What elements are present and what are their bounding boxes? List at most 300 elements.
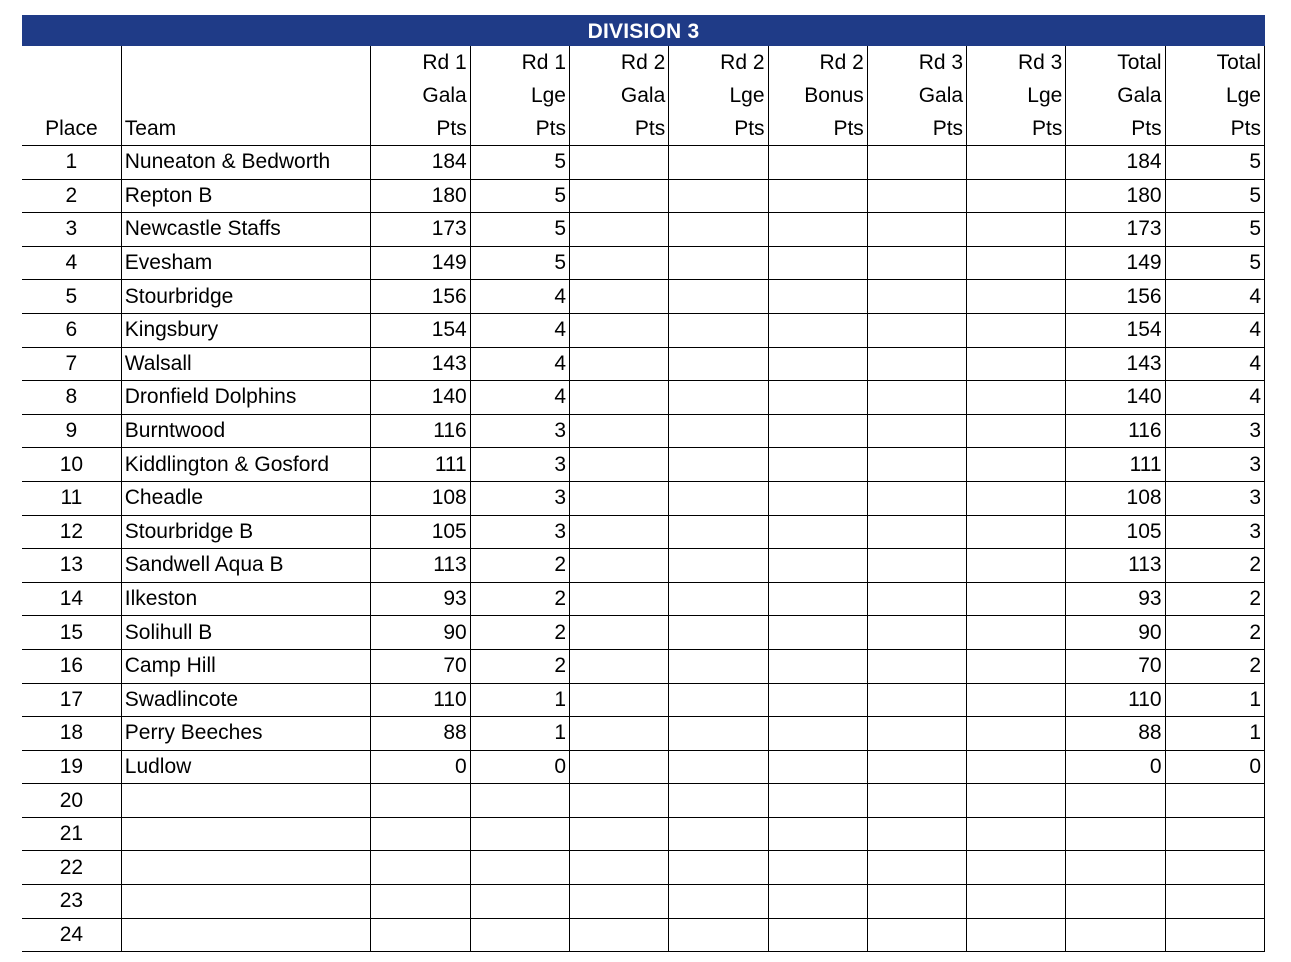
points-cell — [570, 649, 669, 683]
team-cell — [121, 918, 371, 952]
table-row — [22, 481, 1265, 515]
points-cell: 149 — [371, 246, 470, 280]
points-cell: 0 — [470, 750, 569, 784]
points-cell — [967, 750, 1066, 784]
points-cell: 3 — [1165, 481, 1264, 515]
points-cell: 116 — [1066, 414, 1165, 448]
points-cell — [867, 750, 966, 784]
header-place — [22, 79, 121, 112]
points-cell — [570, 179, 669, 213]
team-cell: Dronfield Dolphins — [121, 381, 371, 415]
points-cell — [669, 179, 768, 213]
place-cell: 11 — [22, 481, 121, 515]
points-cell: 70 — [371, 649, 470, 683]
column-header: Pts — [669, 112, 768, 146]
points-cell — [669, 213, 768, 247]
points-cell — [669, 649, 768, 683]
column-header: Rd 1 — [371, 46, 470, 79]
points-cell — [371, 918, 470, 952]
points-cell — [669, 616, 768, 650]
points-cell — [967, 549, 1066, 583]
column-header: Rd 1 — [470, 46, 569, 79]
points-cell — [570, 817, 669, 851]
points-cell: 149 — [1066, 246, 1165, 280]
points-cell — [669, 414, 768, 448]
division-title: DIVISION 3 — [22, 15, 1265, 46]
points-cell — [669, 481, 768, 515]
column-header: Rd 2 — [570, 46, 669, 79]
points-cell — [967, 515, 1066, 549]
points-cell — [1066, 817, 1165, 851]
points-cell — [867, 649, 966, 683]
header-row — [22, 79, 1265, 112]
points-cell: 108 — [371, 481, 470, 515]
place-cell: 16 — [22, 649, 121, 683]
points-cell: 2 — [470, 549, 569, 583]
points-cell: 5 — [1165, 146, 1264, 180]
points-cell — [768, 481, 867, 515]
place-cell: 9 — [22, 414, 121, 448]
points-cell — [570, 885, 669, 919]
table-row — [22, 381, 1265, 415]
team-cell: Stourbridge B — [121, 515, 371, 549]
column-header: Gala — [371, 79, 470, 112]
points-cell — [570, 481, 669, 515]
points-cell — [867, 717, 966, 751]
team-cell: Sandwell Aqua B — [121, 549, 371, 583]
points-cell — [768, 515, 867, 549]
points-cell: 105 — [371, 515, 470, 549]
column-header: Rd 3 — [867, 46, 966, 79]
points-cell — [768, 347, 867, 381]
points-cell — [768, 381, 867, 415]
points-cell: 0 — [371, 750, 470, 784]
points-cell — [669, 549, 768, 583]
points-cell: 5 — [470, 246, 569, 280]
column-header: Rd 2 — [768, 46, 867, 79]
table-row — [22, 179, 1265, 213]
table-row — [22, 683, 1265, 717]
place-cell: 14 — [22, 582, 121, 616]
table-row — [22, 213, 1265, 247]
column-header: Pts — [867, 112, 966, 146]
points-cell — [570, 280, 669, 314]
points-cell — [1066, 918, 1165, 952]
points-cell — [967, 616, 1066, 650]
table-row — [22, 146, 1265, 180]
points-cell — [1165, 784, 1264, 818]
points-cell — [867, 146, 966, 180]
column-header: Gala — [867, 79, 966, 112]
points-cell — [967, 717, 1066, 751]
points-cell: 3 — [470, 515, 569, 549]
points-cell: 5 — [1165, 179, 1264, 213]
points-cell: 90 — [371, 616, 470, 650]
points-cell — [669, 750, 768, 784]
table-row — [22, 750, 1265, 784]
table-row — [22, 582, 1265, 616]
points-cell — [1165, 918, 1264, 952]
standings-sheet — [22, 15, 1265, 952]
points-cell: 2 — [1165, 582, 1264, 616]
points-cell: 140 — [371, 381, 470, 415]
points-cell: 173 — [1066, 213, 1165, 247]
points-cell: 113 — [1066, 549, 1165, 583]
points-cell — [867, 213, 966, 247]
points-cell — [867, 381, 966, 415]
place-cell: 21 — [22, 817, 121, 851]
column-header: Lge — [967, 79, 1066, 112]
team-cell: Ludlow — [121, 750, 371, 784]
team-cell: Newcastle Staffs — [121, 213, 371, 247]
points-cell — [967, 817, 1066, 851]
header-row — [22, 112, 1265, 146]
points-cell — [867, 851, 966, 885]
points-cell: 0 — [1165, 750, 1264, 784]
team-cell — [121, 885, 371, 919]
column-header: Pts — [768, 112, 867, 146]
table-row — [22, 515, 1265, 549]
points-cell — [768, 549, 867, 583]
place-cell: 13 — [22, 549, 121, 583]
points-cell — [1066, 784, 1165, 818]
table-row — [22, 414, 1265, 448]
points-cell — [669, 313, 768, 347]
points-cell: 184 — [1066, 146, 1165, 180]
points-cell — [669, 784, 768, 818]
table-row — [22, 246, 1265, 280]
column-header: Bonus — [768, 79, 867, 112]
table-row — [22, 549, 1265, 583]
points-cell: 110 — [1066, 683, 1165, 717]
points-cell — [570, 146, 669, 180]
points-cell: 2 — [1165, 616, 1264, 650]
table-row — [22, 918, 1265, 952]
points-cell: 5 — [1165, 246, 1264, 280]
team-cell: Solihull B — [121, 616, 371, 650]
place-cell: 10 — [22, 448, 121, 482]
team-cell: Nuneaton & Bedworth — [121, 146, 371, 180]
points-cell — [768, 717, 867, 751]
points-cell — [768, 448, 867, 482]
points-cell: 5 — [470, 146, 569, 180]
header-team: Team — [121, 112, 371, 146]
points-cell: 143 — [1066, 347, 1165, 381]
points-cell: 4 — [1165, 313, 1264, 347]
points-cell — [768, 616, 867, 650]
points-cell — [669, 146, 768, 180]
points-cell — [967, 481, 1066, 515]
points-cell: 156 — [1066, 280, 1165, 314]
points-cell — [669, 885, 768, 919]
points-cell — [867, 481, 966, 515]
points-cell — [371, 851, 470, 885]
points-cell — [867, 414, 966, 448]
header-row — [22, 46, 1265, 79]
points-cell — [371, 784, 470, 818]
table-row — [22, 717, 1265, 751]
points-cell — [867, 515, 966, 549]
place-cell: 5 — [22, 280, 121, 314]
points-cell: 105 — [1066, 515, 1165, 549]
points-cell — [1066, 851, 1165, 885]
points-cell: 2 — [470, 649, 569, 683]
points-cell — [768, 146, 867, 180]
points-cell — [768, 784, 867, 818]
points-cell: 4 — [470, 347, 569, 381]
table-row — [22, 885, 1265, 919]
points-cell — [570, 448, 669, 482]
points-cell: 3 — [470, 414, 569, 448]
place-cell: 8 — [22, 381, 121, 415]
points-cell: 93 — [1066, 582, 1165, 616]
points-cell — [768, 683, 867, 717]
header-team — [121, 46, 371, 79]
points-cell: 0 — [1066, 750, 1165, 784]
points-cell — [669, 280, 768, 314]
points-cell — [669, 851, 768, 885]
team-cell — [121, 784, 371, 818]
team-cell: Cheadle — [121, 481, 371, 515]
points-cell — [570, 515, 669, 549]
points-cell: 4 — [470, 381, 569, 415]
points-cell: 4 — [1165, 280, 1264, 314]
points-cell — [570, 381, 669, 415]
points-cell — [768, 213, 867, 247]
points-cell: 1 — [1165, 717, 1264, 751]
points-cell — [570, 414, 669, 448]
points-cell: 4 — [1165, 381, 1264, 415]
points-cell — [570, 313, 669, 347]
points-cell — [967, 448, 1066, 482]
points-cell — [570, 246, 669, 280]
points-cell — [570, 717, 669, 751]
place-cell: 3 — [22, 213, 121, 247]
points-cell: 88 — [371, 717, 470, 751]
column-header: Gala — [570, 79, 669, 112]
points-cell — [570, 213, 669, 247]
points-cell — [967, 582, 1066, 616]
place-cell: 18 — [22, 717, 121, 751]
points-cell — [1165, 851, 1264, 885]
team-cell: Ilkeston — [121, 582, 371, 616]
points-cell: 154 — [371, 313, 470, 347]
points-cell: 2 — [470, 616, 569, 650]
points-cell: 110 — [371, 683, 470, 717]
points-cell — [967, 179, 1066, 213]
column-header: Total — [1165, 46, 1264, 79]
header-place: Place — [22, 112, 121, 146]
column-header: Pts — [1165, 112, 1264, 146]
column-header: Pts — [470, 112, 569, 146]
column-header: Pts — [570, 112, 669, 146]
points-cell — [570, 616, 669, 650]
table-row — [22, 280, 1265, 314]
points-cell — [967, 918, 1066, 952]
points-cell: 5 — [470, 179, 569, 213]
table-row — [22, 616, 1265, 650]
points-cell: 88 — [1066, 717, 1165, 751]
points-cell — [470, 885, 569, 919]
points-cell: 3 — [1165, 448, 1264, 482]
points-cell — [967, 649, 1066, 683]
points-cell: 3 — [470, 448, 569, 482]
points-cell — [967, 347, 1066, 381]
points-cell — [669, 246, 768, 280]
points-cell — [967, 146, 1066, 180]
column-header: Rd 2 — [669, 46, 768, 79]
table-header — [22, 46, 1265, 146]
points-cell — [768, 817, 867, 851]
team-cell: Burntwood — [121, 414, 371, 448]
points-cell — [669, 918, 768, 952]
points-cell — [768, 750, 867, 784]
points-cell — [768, 313, 867, 347]
team-cell: Kiddlington & Gosford — [121, 448, 371, 482]
points-cell — [768, 851, 867, 885]
points-cell: 4 — [1165, 347, 1264, 381]
table-row — [22, 817, 1265, 851]
place-cell: 17 — [22, 683, 121, 717]
points-cell — [967, 414, 1066, 448]
points-cell — [967, 851, 1066, 885]
points-cell — [867, 918, 966, 952]
place-cell: 1 — [22, 146, 121, 180]
points-cell — [867, 549, 966, 583]
points-cell — [768, 414, 867, 448]
points-cell — [867, 616, 966, 650]
points-cell — [867, 179, 966, 213]
column-header: Gala — [1066, 79, 1165, 112]
points-cell — [570, 549, 669, 583]
points-cell: 111 — [371, 448, 470, 482]
column-header: Lge — [470, 79, 569, 112]
place-cell: 12 — [22, 515, 121, 549]
points-cell — [967, 784, 1066, 818]
points-cell — [669, 717, 768, 751]
points-cell — [470, 784, 569, 818]
points-cell — [570, 784, 669, 818]
points-cell — [669, 515, 768, 549]
points-cell: 1 — [470, 683, 569, 717]
place-cell: 15 — [22, 616, 121, 650]
points-cell — [768, 582, 867, 616]
points-cell — [570, 851, 669, 885]
points-cell — [570, 582, 669, 616]
points-cell — [768, 280, 867, 314]
points-cell — [470, 851, 569, 885]
points-cell — [470, 918, 569, 952]
team-cell: Walsall — [121, 347, 371, 381]
team-cell: Stourbridge — [121, 280, 371, 314]
points-cell: 93 — [371, 582, 470, 616]
points-cell: 90 — [1066, 616, 1165, 650]
points-cell: 1 — [1165, 683, 1264, 717]
place-cell: 20 — [22, 784, 121, 818]
team-cell: Perry Beeches — [121, 717, 371, 751]
points-cell — [371, 817, 470, 851]
points-cell — [867, 448, 966, 482]
column-header: Total — [1066, 46, 1165, 79]
points-cell — [967, 381, 1066, 415]
column-header: Pts — [1066, 112, 1165, 146]
points-cell — [669, 817, 768, 851]
points-cell — [967, 885, 1066, 919]
table-row — [22, 851, 1265, 885]
points-cell — [867, 347, 966, 381]
points-cell — [669, 381, 768, 415]
place-cell: 2 — [22, 179, 121, 213]
place-cell: 4 — [22, 246, 121, 280]
points-cell — [570, 683, 669, 717]
points-cell: 3 — [1165, 515, 1264, 549]
points-cell — [867, 885, 966, 919]
header-place — [22, 46, 121, 79]
points-cell: 4 — [470, 280, 569, 314]
points-cell — [570, 750, 669, 784]
points-cell — [867, 246, 966, 280]
team-cell — [121, 817, 371, 851]
points-cell: 180 — [371, 179, 470, 213]
points-cell — [669, 582, 768, 616]
points-cell — [768, 885, 867, 919]
points-cell: 184 — [371, 146, 470, 180]
table-row — [22, 313, 1265, 347]
table-row — [22, 649, 1265, 683]
points-cell — [570, 347, 669, 381]
points-cell — [967, 313, 1066, 347]
points-cell — [669, 683, 768, 717]
points-cell: 116 — [371, 414, 470, 448]
points-cell: 4 — [470, 313, 569, 347]
column-header: Pts — [967, 112, 1066, 146]
points-cell — [371, 885, 470, 919]
points-cell: 2 — [1165, 549, 1264, 583]
points-cell: 111 — [1066, 448, 1165, 482]
points-cell: 108 — [1066, 481, 1165, 515]
table-row — [22, 448, 1265, 482]
points-cell — [669, 448, 768, 482]
place-cell: 22 — [22, 851, 121, 885]
points-cell: 70 — [1066, 649, 1165, 683]
points-cell — [570, 918, 669, 952]
table-body — [22, 146, 1265, 952]
team-cell: Evesham — [121, 246, 371, 280]
points-cell: 2 — [470, 582, 569, 616]
team-cell — [121, 851, 371, 885]
place-cell: 7 — [22, 347, 121, 381]
points-cell: 3 — [470, 481, 569, 515]
points-cell — [967, 683, 1066, 717]
standings-table — [22, 46, 1265, 952]
points-cell — [470, 817, 569, 851]
points-cell: 5 — [470, 213, 569, 247]
points-cell — [967, 213, 1066, 247]
points-cell — [768, 649, 867, 683]
column-header: Lge — [669, 79, 768, 112]
column-header: Pts — [371, 112, 470, 146]
points-cell — [768, 246, 867, 280]
points-cell — [867, 582, 966, 616]
points-cell — [867, 817, 966, 851]
points-cell — [669, 347, 768, 381]
points-cell — [1066, 885, 1165, 919]
points-cell — [867, 784, 966, 818]
points-cell: 180 — [1066, 179, 1165, 213]
points-cell: 140 — [1066, 381, 1165, 415]
points-cell: 2 — [1165, 649, 1264, 683]
points-cell — [867, 683, 966, 717]
